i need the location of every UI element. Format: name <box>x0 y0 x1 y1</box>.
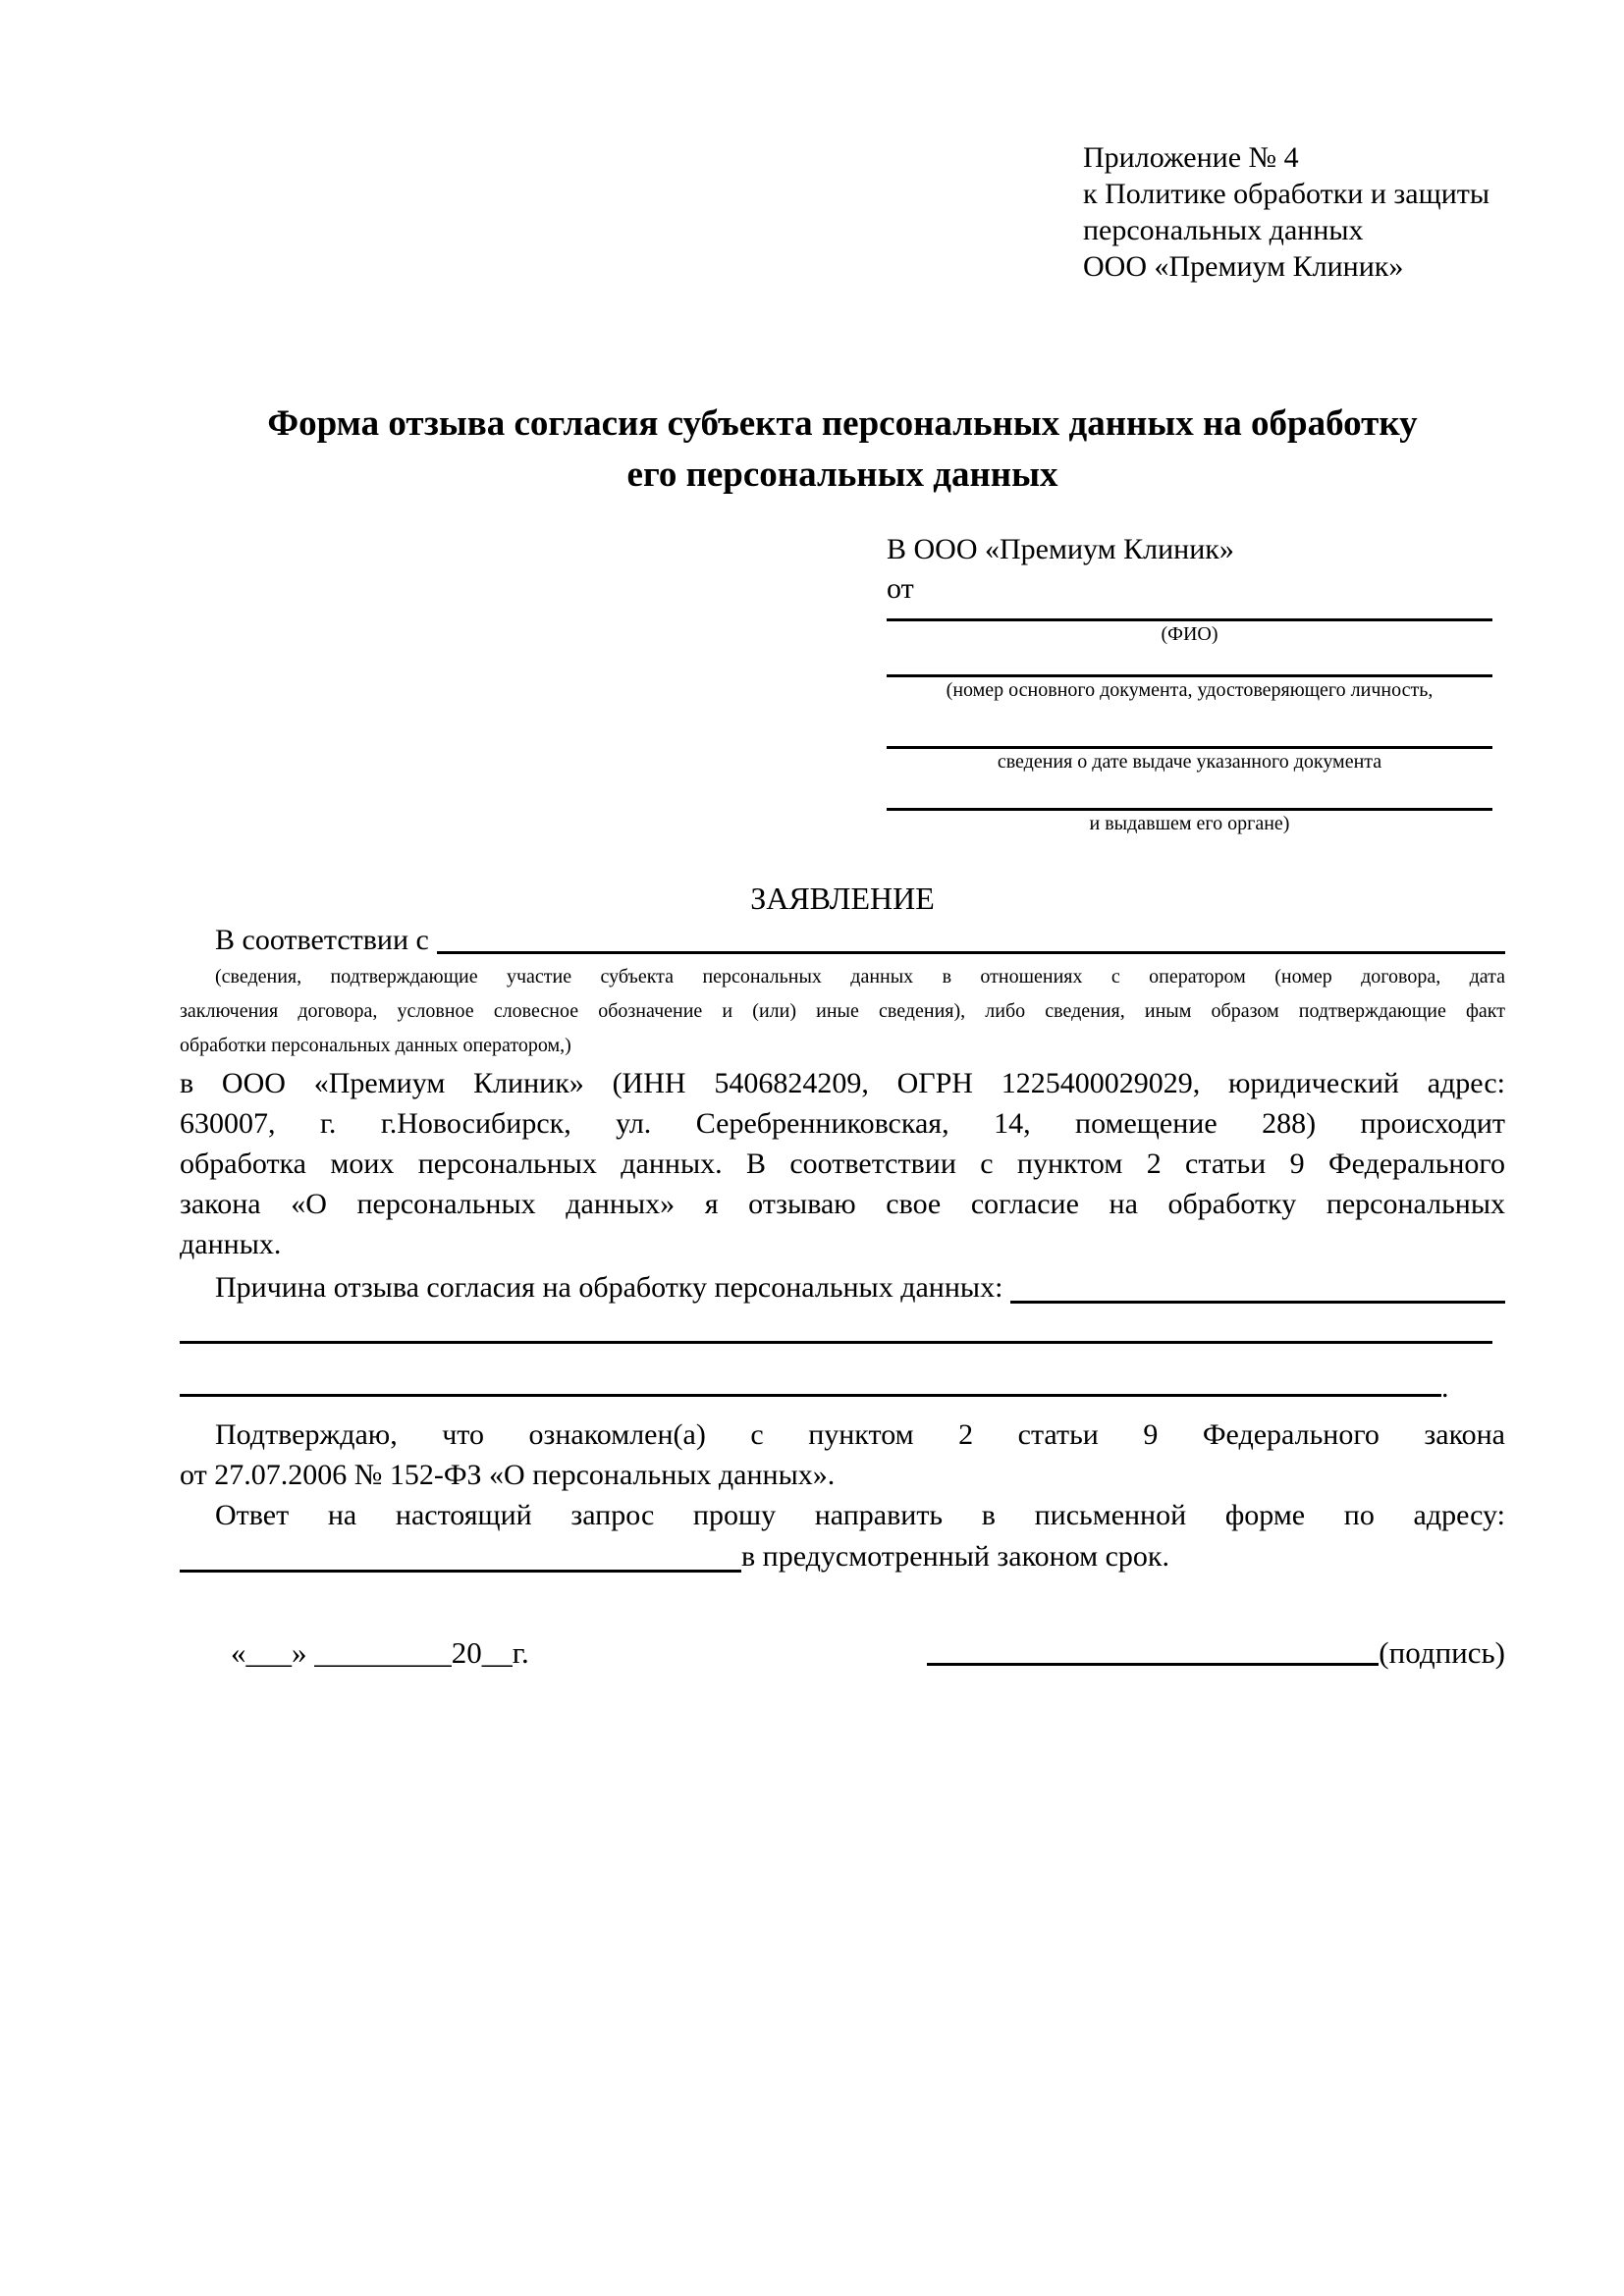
appendix-block <box>1083 139 1505 285</box>
footnote-line-1: (сведения, подтверждающие участие субъекта персональных данных в отношениях с оператором (номер договора, дата <box>215 966 1505 988</box>
appendix-line-3: персональных данных <box>1083 214 1364 246</box>
addressee-to: В ООО «Премиум Клиник» <box>887 533 1234 565</box>
statement-heading: ЗАЯВЛЕНИЕ <box>750 881 935 916</box>
fio-caption: (ФИО) <box>1161 623 1218 645</box>
confirm-line-2: от 27.07.2006 № 152-ФЗ «О персональных данных». <box>180 1459 836 1491</box>
blank-line-1 <box>180 1341 1492 1344</box>
footnote-line-3: обработки персональных данных оператором,) <box>180 1035 571 1056</box>
blank-line-2-row <box>180 1373 1505 1403</box>
field-issue-date <box>887 746 1492 774</box>
confirm-paragraph <box>180 1415 1505 1495</box>
intro-blank-line <box>437 951 1505 954</box>
date-line: «___» _________20__г. <box>231 1635 529 1670</box>
body-line-2: 630007, г. г.Новосибирск, ул. Серебренниковская, 14, помещение 288) происходит <box>180 1107 1505 1140</box>
answer-suffix: в предусмотренный законом срок. <box>741 1540 1169 1573</box>
reason-row <box>180 1266 1505 1309</box>
field-issuing-authority <box>887 808 1492 836</box>
blank-line-period: . <box>1441 1371 1449 1404</box>
issuing-authority-caption: и выдавшем его органе) <box>1089 813 1290 834</box>
addressee-from-label: от <box>887 572 914 605</box>
signing-row <box>180 1632 1505 1674</box>
body-line-5: данных. <box>180 1228 282 1260</box>
issue-date-caption: сведения о дате выдаче указанного документа <box>997 751 1382 773</box>
footnote-line-2: заключения договора, условное словесное обозначение и (или) иные сведения), либо сведения, иным образом подтверждающие факт <box>180 1000 1505 1022</box>
blank-line-2 <box>180 1394 1441 1397</box>
page-content <box>180 0 1505 1674</box>
document-title-line-2: его персональных данных <box>626 454 1058 495</box>
signature-blank-line <box>927 1663 1379 1666</box>
document-title <box>180 399 1505 501</box>
footnote-paragraph <box>180 960 1505 1063</box>
intro-label: В соответствии с <box>215 924 429 956</box>
appendix-line-1: Приложение № 4 <box>1083 141 1299 174</box>
reason-blank-line <box>1010 1301 1505 1304</box>
answer-label: Ответ на настоящий запрос прошу направить в письменной форме по адресу: <box>215 1499 1505 1531</box>
body-paragraph <box>180 1063 1505 1264</box>
body-line-4: закона «О персональных данных» я отзываю свое согласие на обработку персональных <box>180 1188 1505 1220</box>
intro-row <box>180 921 1505 960</box>
document-title-line-1: Форма отзыва согласия субъекта персональных данных на обработку <box>267 403 1418 444</box>
body-line-1: в ООО «Премиум Клиник» (ИНН 5406824209, ОГРН 1225400029029, юридический адрес: <box>180 1067 1505 1099</box>
document-number-caption: (номер основного документа, удостоверяющего личность, <box>946 679 1434 701</box>
appendix-line-4: ООО «Премиум Клиник» <box>1083 250 1404 283</box>
field-fio <box>887 618 1492 647</box>
address-blank-line <box>180 1570 741 1573</box>
appendix-line-2: к Политике обработки и защиты <box>1083 178 1490 210</box>
field-document-number <box>887 674 1492 703</box>
answer-paragraph <box>180 1495 1505 1578</box>
signature-group <box>927 1632 1505 1674</box>
reason-label: Причина отзыва согласия на обработку персональных данных: <box>215 1271 1003 1304</box>
confirm-line-1: Подтверждаю, что ознакомлен(а) с пунктом 2 статьи 9 Федерального закона <box>215 1418 1505 1451</box>
answer-row <box>180 1535 1505 1578</box>
signature-caption: (подпись) <box>1379 1635 1505 1670</box>
body-line-3: обработка моих персональных данных. В соответствии с пунктом 2 статьи 9 Федерального <box>180 1148 1505 1180</box>
addressee-block <box>887 530 1492 836</box>
